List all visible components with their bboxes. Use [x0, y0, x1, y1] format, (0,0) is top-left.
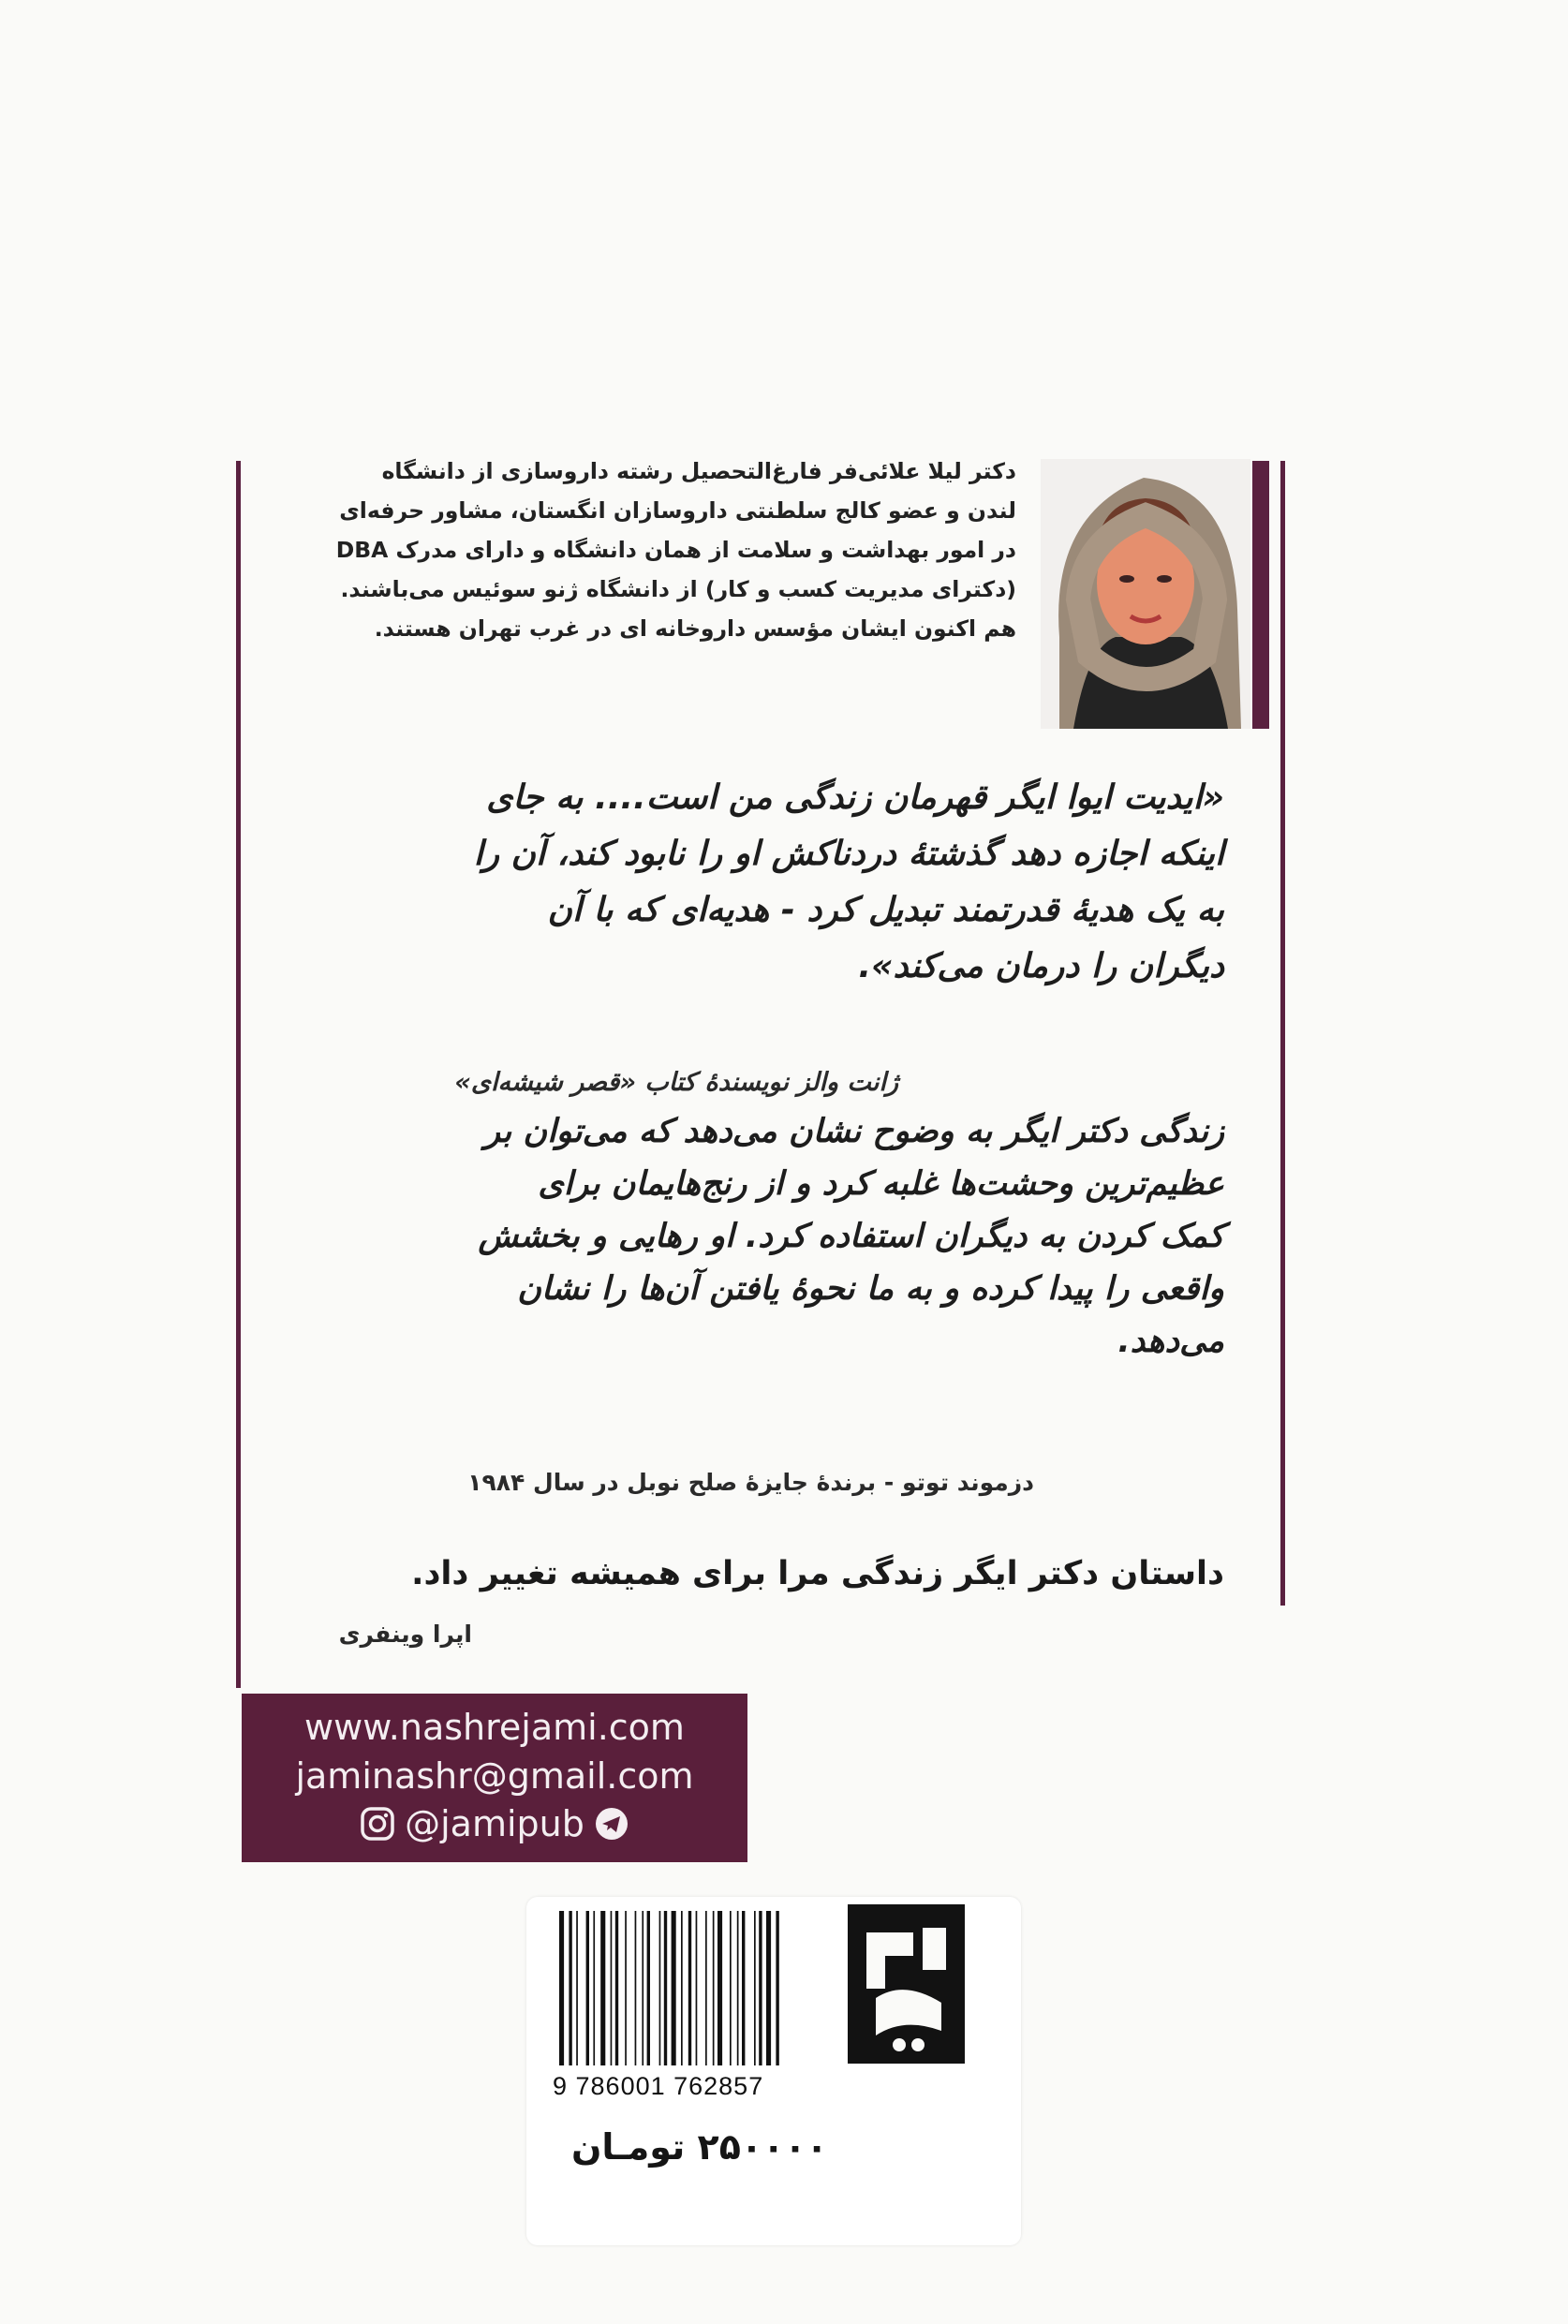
- publisher-logo: [848, 1904, 965, 2064]
- website-link[interactable]: www.nashrejami.com: [304, 1707, 685, 1748]
- barcode-bar: [647, 1911, 650, 2065]
- quote-line: اینکه اجازه دهد گذشتهٔ دردناکش او را نابود کند، آن را: [473, 835, 1224, 873]
- social-row: [242, 1803, 747, 1844]
- barcode-bar: [713, 1911, 715, 2065]
- barcode-bar: [576, 1911, 578, 2065]
- instagram-icon[interactable]: [360, 1806, 395, 1842]
- barcode-bar: [569, 1911, 571, 2065]
- bio-line: در امور بهداشت و سلامت از همان دانشگاه و دارای مدرک DBA: [335, 537, 1016, 563]
- barcode-bar: [611, 1911, 613, 2065]
- barcode-bar: [705, 1911, 707, 2065]
- barcode-bar: [559, 1911, 564, 2065]
- barcode-bar: [730, 1911, 732, 2065]
- quote-oprah: داستان دکتر ایگر زندگی مرا برای همیشه تغییر داد.: [411, 1555, 1224, 1592]
- barcode-bar: [635, 1911, 637, 2065]
- barcode-bar: [759, 1911, 762, 2065]
- barcode-bar: [615, 1911, 618, 2065]
- quote-edith-eger-hero: [316, 770, 1224, 995]
- quote-line: «ایدیت ایوا ایگر قهرمان زندگی من است.... به جای: [486, 778, 1224, 817]
- photo-accent-bar: [1252, 461, 1269, 729]
- bio-line: (دکترای مدیریت کسب و کار) از دانشگاه ژنو سوئیس می‌باشند.: [340, 576, 1016, 602]
- barcode-bar: [737, 1911, 739, 2065]
- barcode-bar: [717, 1911, 722, 2065]
- author-photo: [1041, 459, 1250, 729]
- email-link[interactable]: jaminashr@gmail.com: [295, 1755, 694, 1797]
- barcode-bar: [586, 1911, 589, 2065]
- quote-line: عظیم‌ترین وحشت‌ها غلبه کرد و از رنج‌هایمان برای: [538, 1165, 1224, 1203]
- frame-right-border: [1280, 461, 1285, 1606]
- barcode-bar: [776, 1911, 778, 2065]
- barcode-bar: [659, 1911, 661, 2065]
- barcode-bar: [742, 1911, 745, 2065]
- quote-line: کمک کردن به دیگران استفاده کرد. او رهایی و بخشش: [478, 1218, 1224, 1255]
- barcode-bar: [642, 1911, 643, 2065]
- price-label: ۲۵۰۰۰۰ تومـان: [571, 2126, 828, 2168]
- barcode-bar: [600, 1911, 605, 2065]
- quote-desmond-tutu: [316, 1105, 1224, 1368]
- barcode-bar: [681, 1911, 683, 2065]
- quote-line: واقعی را پیدا کرده و به ما نحوهٔ یافتن آن‌ها را نشان: [517, 1270, 1224, 1308]
- quote-line: زندگی دکتر ایگر به وضوح نشان می‌دهد که می‌توان بر: [484, 1113, 1224, 1150]
- barcode-bar: [664, 1911, 667, 2065]
- barcode-bar: [766, 1911, 771, 2065]
- publisher-contact-box: [242, 1694, 747, 1862]
- barcode-bar: [593, 1911, 595, 2065]
- bio-line: لندن و عضو کالج سلطنتی داروسازان انگستان، مشاور حرفه‌ای: [339, 497, 1016, 524]
- quote3-attribution: اپرا وینفری: [338, 1621, 472, 1648]
- barcode-bar: [625, 1911, 627, 2065]
- bio-line: دکتر لیلا علائی‌فر فارغ‌التحصیل رشته داروسازی از دانشگاه: [381, 458, 1016, 484]
- quote-line: می‌دهد.: [1117, 1323, 1224, 1360]
- barcode-bar: [696, 1911, 698, 2065]
- author-bio: [309, 451, 1016, 648]
- quote-line: دیگران را درمان می‌کند».: [858, 947, 1224, 985]
- bio-line: هم اکنون ایشان مؤسس داروخانه ای در غرب تهران هستند.: [374, 615, 1016, 642]
- isbn-number: 9 786001 762857: [553, 2072, 764, 2100]
- telegram-icon[interactable]: [594, 1806, 629, 1842]
- quote-line: به یک هدیهٔ قدرتمند تبدیل کرد - هدیه‌ای که با آن: [547, 891, 1224, 929]
- quote2-attribution: دزموند توتو - برندهٔ جایزهٔ صلح نوبل در سال ۱۹۸۴: [467, 1469, 1034, 1496]
- barcode-bar: [754, 1911, 756, 2065]
- isbn-barcode: [555, 1911, 836, 2098]
- social-handle[interactable]: @jamipub: [405, 1803, 584, 1844]
- quote1-attribution: ژانت والز نویسندهٔ کتاب «قصر شیشه‌ای»: [454, 1068, 898, 1097]
- barcode-bar: [688, 1911, 691, 2065]
- frame-left-border: [236, 461, 241, 1688]
- barcode-bar: [672, 1911, 676, 2065]
